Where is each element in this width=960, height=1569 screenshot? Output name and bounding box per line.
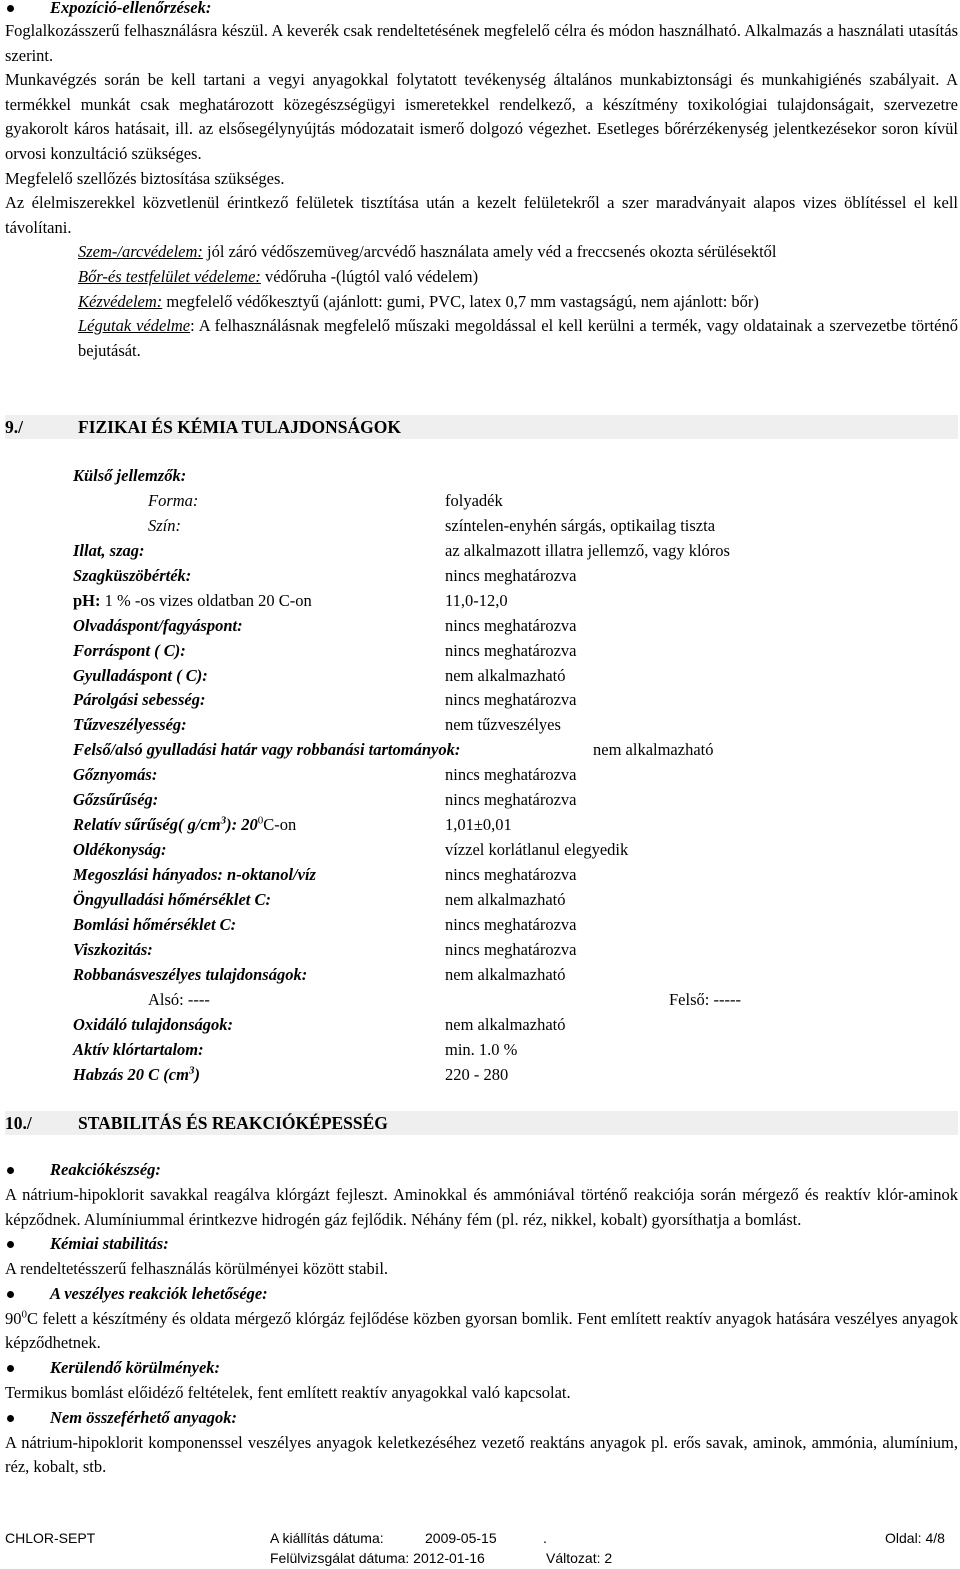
bullet-icon bbox=[7, 1167, 14, 1174]
partition-value: nincs meghatározva bbox=[445, 865, 577, 884]
exposure-heading: Expozíció-ellenőrzések: bbox=[50, 0, 212, 17]
eye-protection-label: Szem-/arcvédelem: bbox=[78, 242, 203, 262]
exposure-para-2: Munkavégzés során be kell tartani a vegyi anyagokkal folytatott tevékenység általános munkabiztonsági és munkahigiénés szabályait. A termékkel munkát csak meghatározott közegészségügyi ismeretekkel rendelkező, a készítmény toxikológiai tulajdonságait, szervezetre gyakorolt káros hatásait, ill. az elsősegélynyújtás módozatait ismerő dolgozó végezhet. Esetleges bőrérzékenység jelentkezésekor soron kívül orvosi konzultáció szükséges. bbox=[5, 70, 958, 163]
density-value: 1,01±0,01 bbox=[445, 815, 512, 835]
odor-value: az alkalmazott illatra jellemző, vagy klóros bbox=[445, 540, 730, 560]
prop-row bbox=[73, 713, 953, 738]
prop-row bbox=[73, 464, 953, 489]
prop-row bbox=[73, 913, 953, 938]
skin-protection-text: védőruha -(lúgtól való védelem) bbox=[260, 266, 479, 286]
footer-issue-label: A kiállítás dátuma: bbox=[270, 1530, 384, 1546]
hazardous-reactions-heading-row bbox=[5, 1282, 958, 1307]
reactivity-text: A nátrium-hipoklorit savakkal reagálva klórgázt fejleszt. Aminokkal és ammóniával történő reakciója során mérgező és reaktív klór-aminok képződnek. Alumíniummal érintkezve hidrogén gáz fejlődik. Néhány fém (pl. réz, nikkel, kobalt) gyorsíthatja a bomlást. bbox=[5, 1185, 958, 1229]
section-9-header bbox=[5, 415, 958, 439]
explosive-limits-value: nem alkalmazható bbox=[593, 740, 714, 760]
stability-body bbox=[5, 1158, 958, 1480]
melting-label: Olvadáspont/fagyáspont: bbox=[73, 615, 243, 635]
incompatible-materials-text: A nátrium-hipoklorit komponenssel veszélyes anyagok keletkezéséhez vezető reaktáns anyagok pl. erős savak, aminok, ammónia, alumínium, réz, kobalt, stb. bbox=[5, 1432, 958, 1477]
lower-limit: Alsó: ---- bbox=[148, 989, 210, 1009]
prop-row bbox=[73, 763, 953, 788]
prop-row bbox=[73, 963, 953, 988]
foam-value: 220 - 280 bbox=[445, 1064, 509, 1084]
respiratory-protection-label: Légutak védelme bbox=[78, 316, 191, 336]
skin-protection bbox=[78, 265, 958, 290]
conditions-to-avoid-text: Termikus bomlást előidéző feltételek, fent említett reaktív anyagokkal való kapcsolat. bbox=[5, 1382, 571, 1402]
section-10-title: STABILITÁS ÉS REAKCIÓKÉPESSÉG bbox=[78, 1113, 388, 1133]
prop-row bbox=[73, 988, 953, 1013]
prop-row bbox=[73, 489, 953, 514]
section-9-title: FIZIKAI ÉS KÉMIA TULAJDONSÁGOK bbox=[78, 417, 402, 437]
exposure-body bbox=[5, 19, 958, 363]
footer-page-number: Oldal: 4/8 bbox=[885, 1530, 945, 1546]
evaporation-value: nincs meghatározva bbox=[445, 690, 577, 710]
color-value: színtelen-enyhén sárgás, optikailag tiszta bbox=[445, 515, 716, 535]
chemical-stability-text: A rendeltetésszerű felhasználás körülményei között stabil. bbox=[5, 1259, 389, 1279]
decomposition-value: nincs meghatározva bbox=[445, 914, 577, 934]
prop-row bbox=[73, 938, 953, 963]
prop-row bbox=[73, 888, 953, 913]
prop-row bbox=[73, 564, 953, 589]
hand-protection bbox=[78, 290, 958, 315]
vapor-density-label: Gőzsűrűség: bbox=[73, 790, 159, 810]
reactivity-heading-row bbox=[5, 1158, 958, 1183]
prop-row bbox=[73, 788, 953, 813]
hand-protection-text: megfelelő védőkesztyű (ajánlott: gumi, PVC, latex 0,7 mm vastagságú, nem ajánlott: bőr) bbox=[162, 291, 759, 311]
boiling-value: nincs meghatározva bbox=[445, 640, 577, 660]
section-10-header bbox=[5, 1111, 958, 1135]
footer-product: CHLOR-SEPT bbox=[5, 1530, 96, 1546]
explosive-limits-label: Felső/alsó gyulladási határ vagy robbanási tartományok: bbox=[73, 740, 461, 760]
color-label: Szín: bbox=[148, 515, 181, 535]
footer-issue-date: 2009-05-15 bbox=[425, 1530, 497, 1546]
incompatible-materials-heading-row bbox=[5, 1406, 958, 1431]
conditions-to-avoid-heading: Kerülendő körülmények: bbox=[50, 1357, 221, 1377]
exposure-heading-row bbox=[5, 0, 960, 21]
boiling-label: Forráspont ( C): bbox=[73, 640, 186, 660]
odor-label: Illat, szag: bbox=[73, 540, 145, 560]
incompatible-materials-heading: Nem összeférhető anyagok: bbox=[50, 1407, 237, 1427]
respiratory-protection bbox=[78, 314, 958, 363]
partition-label: Megoszlási hányados: n-oktanol/víz bbox=[73, 865, 316, 884]
prop-row bbox=[73, 838, 953, 863]
prop-row bbox=[73, 813, 953, 838]
properties-table bbox=[73, 464, 953, 1087]
prop-row bbox=[73, 1013, 953, 1038]
upper-limit: Felső: ----- bbox=[669, 989, 741, 1009]
autoignition-value: nem alkalmazható bbox=[445, 889, 566, 909]
prop-row bbox=[73, 639, 953, 664]
eye-protection bbox=[78, 240, 958, 265]
flash-value: nem alkalmazható bbox=[445, 665, 566, 685]
footer-version: Változat: 2 bbox=[546, 1550, 613, 1566]
hazardous-reactions-text: $90^0C$ felett a készítmény és oldata mérgező klórgáz fejlődése közben gyorsan bomlik. Fent említett reaktív anyagok hatására veszélyes anyagok képződhetnek. bbox=[5, 1308, 958, 1353]
appearance-label: Külső jellemzők: bbox=[73, 466, 187, 485]
section-9-number: 9./ bbox=[5, 417, 23, 437]
flammability-label: Tűzveszélyesség: bbox=[73, 715, 187, 735]
bullet-icon bbox=[7, 1365, 14, 1372]
autoignition-label: Öngyulladási hőmérséklet C: bbox=[73, 889, 272, 909]
odor-threshold-label: Szagküszöbérték: bbox=[73, 565, 192, 585]
flash-label: Gyulladáspont ( C): bbox=[73, 665, 208, 685]
vapor-pressure-value: nincs meghatározva bbox=[445, 765, 577, 785]
exposure-para-1: Foglalkozásszerű felhasználásra készül. A keverék csak rendeltetésének megfelelő célra és módon használható. Alkalmazás a használati utasítás szerint. bbox=[5, 21, 958, 65]
bullet-icon bbox=[7, 1291, 14, 1298]
ph-value: 11,0-12,0 bbox=[445, 590, 508, 610]
explosive-value: nem alkalmazható bbox=[445, 964, 566, 984]
prop-row bbox=[73, 664, 953, 689]
conditions-to-avoid-heading-row bbox=[5, 1356, 958, 1381]
hand-protection-label: Kézvédelem: bbox=[78, 291, 163, 311]
melting-value: nincs meghatározva bbox=[445, 615, 577, 635]
exposure-para-3: Megfelelő szellőzés biztosítása szükséges. bbox=[5, 168, 285, 188]
ph-label: pH: 1 % -os vizes oldatban 20 C-on bbox=[73, 590, 312, 610]
chemical-stability-heading-row bbox=[5, 1232, 958, 1257]
eye-protection-text: jól záró védőszemüveg/arcvédő használata amely véd a freccsenés okozta sérülésektől bbox=[202, 242, 777, 262]
reactivity-heading: Reakciókészség: bbox=[50, 1160, 161, 1179]
solubility-label: Oldékonyság: bbox=[73, 840, 167, 860]
evaporation-label: Párolgási sebesség: bbox=[73, 690, 206, 710]
flammability-value: nem tűzveszélyes bbox=[445, 715, 561, 735]
prop-row bbox=[73, 738, 953, 763]
skin-protection-label: Bőr-és testfelület védeleme: bbox=[78, 266, 261, 286]
solubility-value: vízzel korlátlanul elegyedik bbox=[445, 840, 629, 860]
chlorine-label: Aktív klórtartalom: bbox=[73, 1039, 204, 1059]
decomposition-label: Bomlási hőmérséklet C: bbox=[73, 914, 237, 934]
form-label: Forma: bbox=[148, 490, 199, 510]
oxidizing-value: nem alkalmazható bbox=[445, 1014, 566, 1034]
oxidizing-label: Oxidáló tulajdonságok: bbox=[73, 1014, 233, 1034]
footer-revision-date: Felülvizsgálat dátuma: 2012-01-16 bbox=[270, 1550, 485, 1566]
prop-row bbox=[73, 863, 953, 888]
prop-row bbox=[73, 614, 953, 639]
viscosity-value: nincs meghatározva bbox=[445, 939, 577, 959]
vapor-pressure-label: Gőznyomás: bbox=[73, 765, 158, 785]
prop-row bbox=[73, 688, 953, 713]
explosive-label: Robbanásveszélyes tulajdonságok: bbox=[73, 964, 308, 984]
form-value: folyadék bbox=[445, 490, 503, 510]
chemical-stability-heading: Kémiai stabilitás: bbox=[50, 1234, 169, 1254]
bullet-icon bbox=[7, 5, 14, 12]
vapor-density-value: nincs meghatározva bbox=[445, 790, 577, 810]
prop-row bbox=[73, 514, 953, 539]
footer-dot: . bbox=[543, 1530, 547, 1546]
hazardous-reactions-heading: A veszélyes reakciók lehetősége: bbox=[50, 1283, 268, 1303]
prop-row bbox=[73, 539, 953, 564]
viscosity-label: Viszkozitás: bbox=[73, 939, 153, 959]
respiratory-protection-text: : A felhasználásnak megfelelő műszaki megoldással el kell kerülni a termék, vagy oldatainak a szervezetbe történő bejutását. bbox=[78, 316, 958, 360]
odor-threshold-value: nincs meghatározva bbox=[445, 565, 577, 585]
bullet-icon bbox=[7, 1415, 14, 1422]
prop-row bbox=[73, 1063, 953, 1088]
prop-row bbox=[73, 589, 953, 614]
exposure-para-4: Az élelmiszerekkel közvetlenül érintkező felületek tisztítása után a kezelt felületekről a szer maradványait alapos vizes öblítéssel el kell távolítani. bbox=[5, 193, 958, 237]
bullet-icon bbox=[7, 1241, 14, 1248]
density-label: Relatív sűrűség( $g/cm^3$): $20^0C-on$ bbox=[73, 814, 297, 835]
chlorine-value: min. 1.0 % bbox=[445, 1039, 518, 1059]
foam-label: Habzás 20 C $(cm^3)$ bbox=[73, 1064, 200, 1084]
prop-row bbox=[73, 1038, 953, 1063]
section-10-number: 10./ bbox=[5, 1113, 32, 1133]
